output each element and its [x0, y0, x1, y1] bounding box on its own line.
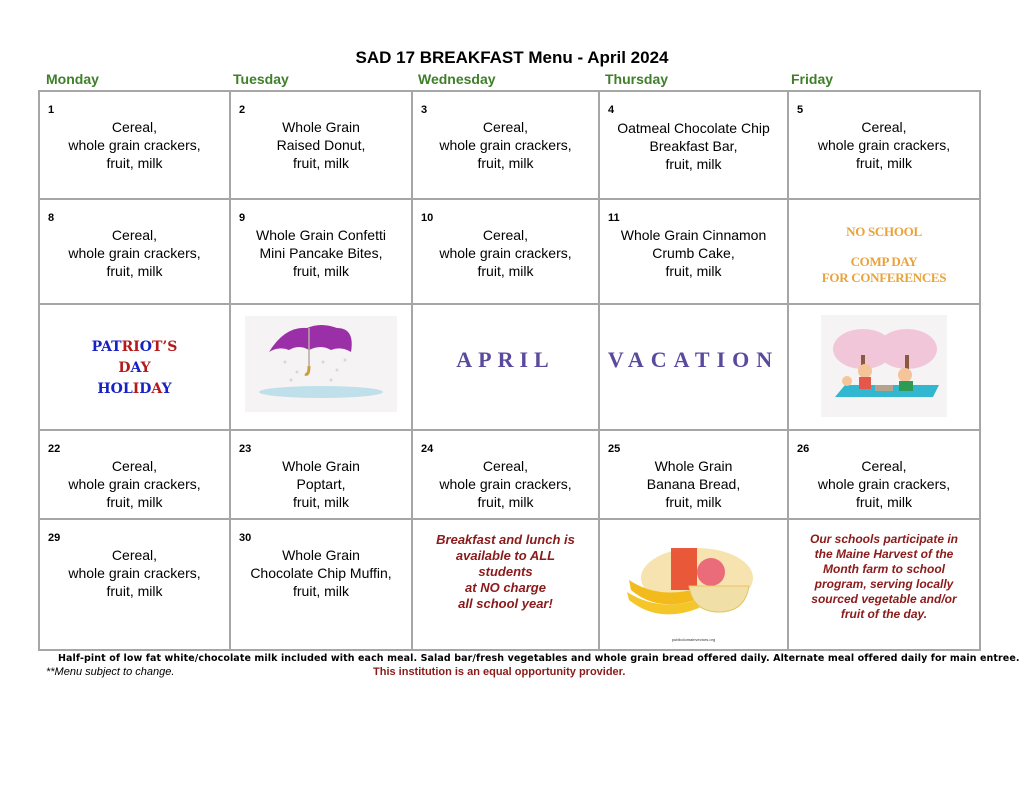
image-caption: publicdomainvectors.org: [671, 637, 716, 642]
day-cell: [599, 430, 788, 519]
vacation-label: APRIL: [456, 347, 555, 372]
day-cell: [39, 91, 230, 199]
meal-text: Cereal, whole grain crackers, fruit, milk: [817, 458, 951, 510]
day-cell: [230, 199, 412, 304]
day-number: 29: [48, 532, 61, 544]
week-row: [39, 430, 980, 519]
notice-cell: [788, 519, 980, 650]
day-number: 8: [48, 212, 55, 224]
day-header-monday: Monday: [46, 71, 99, 87]
day-cell: [788, 430, 980, 519]
day-cell: [39, 199, 230, 304]
vacation-label: VACATION: [607, 347, 780, 372]
meal-text: Cereal, whole grain crackers, fruit, milk: [439, 227, 572, 279]
equal-opportunity-statement: This institution is an equal opportunity provider.: [373, 666, 626, 678]
no-school-notice: NO SCHOOL COMP DAY FOR CONFERENCES: [821, 224, 947, 285]
umbrella-rain-image: [245, 316, 397, 412]
day-number: 2: [239, 104, 246, 116]
day-number: 11: [608, 212, 620, 224]
no-school-cell: [788, 199, 980, 304]
day-cell: [412, 91, 599, 199]
maine-harvest-notice: Our schools participate in the Maine Harvest of the Month farm to school program, serving locally sourced vegetable and/or fruit of the day.: [809, 532, 959, 621]
day-header-tuesday: Tuesday: [233, 71, 289, 87]
milk-note: Half-pint of low fat white/chocolate milk included with each meal. Salad bar/fresh vegetables and whole grain bread offered daily. Alternate meal offered daily for main entree.: [58, 653, 1020, 664]
day-header-thursday: Thursday: [605, 71, 669, 87]
meal-text: Whole Grain Confetti Mini Pancake Bites, fruit, milk: [256, 227, 386, 279]
day-number: 5: [797, 104, 804, 116]
day-cell: [412, 199, 599, 304]
day-cell: [788, 91, 980, 199]
day-number: 22: [48, 443, 61, 455]
meal-text: Cereal, whole grain crackers, fruit, milk: [439, 119, 572, 171]
image-cell: [230, 304, 412, 430]
day-cell: [412, 430, 599, 519]
meal-text: Cereal, whole grain crackers, fruit, milk: [817, 119, 951, 171]
meal-text: Whole Grain Chocolate Chip Muffin, fruit, milk: [250, 547, 392, 599]
week-row: [39, 519, 980, 650]
day-header-friday: Friday: [791, 71, 834, 87]
patriots-day-holiday: PATRIOT’S DAY HOLIDAY: [91, 339, 178, 397]
day-headers: [38, 71, 979, 89]
day-number: 23: [239, 443, 252, 455]
day-cell: [230, 91, 412, 199]
meal-text: Whole Grain Banana Bread, fruit, milk: [646, 458, 741, 510]
notice-cell: [412, 519, 599, 650]
meal-text: Cereal, whole grain crackers, fruit, milk: [68, 458, 201, 510]
meal-text: Whole Grain Raised Donut, fruit, milk: [276, 119, 366, 171]
meal-text: Cereal, whole grain crackers, fruit, milk: [68, 547, 201, 599]
vacation-cell: [599, 304, 788, 430]
image-cell: [599, 519, 788, 650]
free-meals-notice: Breakfast and lunch is available to ALL students at NO charge all school year!: [436, 532, 575, 611]
day-cell: [39, 430, 230, 519]
day-number: 25: [608, 443, 621, 455]
day-cell: [230, 519, 412, 650]
day-number: 4: [608, 104, 615, 116]
week-row: [39, 304, 980, 430]
day-number: 3: [421, 104, 428, 116]
day-cell: [599, 91, 788, 199]
day-number: 30: [239, 532, 252, 544]
day-cell: [230, 430, 412, 519]
image-cell: [788, 304, 980, 430]
day-number: 26: [797, 443, 810, 455]
meal-text: Whole Grain Poptart, fruit, milk: [282, 458, 360, 510]
meal-text: Cereal, whole grain crackers, fruit, milk: [439, 458, 572, 510]
day-header-wednesday: Wednesday: [418, 71, 496, 87]
week-row: [39, 199, 980, 304]
menu-calendar: [38, 90, 981, 651]
day-cell: [599, 199, 788, 304]
day-number: 10: [421, 212, 434, 224]
meal-text: Whole Grain Cinnamon Crumb Cake, fruit, milk: [620, 227, 767, 279]
meal-text: Cereal, whole grain crackers, fruit, milk: [68, 227, 201, 279]
menu-change-note: **Menu subject to change.: [46, 666, 175, 678]
meal-text: Oatmeal Chocolate Chip Breakfast Bar, fruit, milk: [617, 120, 770, 172]
meal-text: Cereal, whole grain crackers, fruit, milk: [68, 119, 201, 171]
day-number: 1: [48, 104, 55, 116]
day-cell: [39, 519, 230, 650]
day-number: 9: [239, 212, 246, 224]
week-row: [39, 91, 980, 199]
holiday-cell: [39, 304, 230, 430]
day-number: 24: [421, 443, 434, 455]
vacation-cell: [412, 304, 599, 430]
page-title: SAD 17 BREAKFAST Menu - April 2024: [355, 48, 669, 67]
picnic-cherry-blossom-image: [821, 315, 947, 417]
breakfast-food-image: [619, 542, 769, 647]
